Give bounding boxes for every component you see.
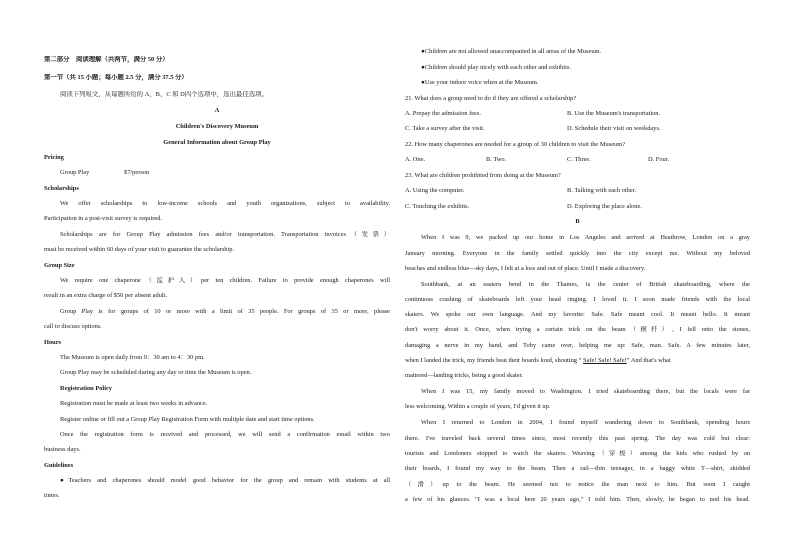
paragraph-line: mattered—landing tricks, being a good skater. bbox=[405, 372, 524, 379]
paragraph-line: Scholarships are for Group Play admission fees and/or transportation. Transportation invoices（发票） bbox=[60, 231, 390, 238]
option-a[interactable]: A. One. bbox=[405, 156, 426, 163]
paragraph-line: January morning. Everyone in the family settled quickly into the city except me. Without my beloved bbox=[405, 250, 750, 257]
paragraph-line: Group Play may be scheduled during any day or time the Museum is open. bbox=[60, 369, 252, 376]
paragraph-line: call to discuss options. bbox=[44, 323, 102, 330]
paragraph-line: We require one chaperone（监护人）per ten children. Failure to provide enough chaperones will bbox=[60, 277, 390, 284]
paragraph-line: damaging a nerve in my hand, and Toby came over, helping me up: Safe, man. Safe. A few minutes later, bbox=[405, 342, 750, 349]
guideline-bullet: ●Teachers and chaperones should model good behavior for the group and remain with students at all bbox=[60, 477, 390, 484]
paragraph-line: When I was 15, my family moved to Washington. I tried skateboarding there, but the locals were far bbox=[421, 388, 750, 395]
option-d[interactable]: D. Schedule their visit on weekdays. bbox=[567, 125, 661, 132]
paragraph-line: The Museum is open daily from 9：30 am to 4：30 pm. bbox=[60, 354, 205, 361]
paragraph-line: skaters. We spoke our own language. And my favorite: Safe. Safe meant cool. It meant hello. It meant bbox=[405, 311, 750, 318]
question-22-stem: 22. How many chaperones are needed for a group of 30 children to visit the Museum? bbox=[405, 141, 626, 148]
paragraph-line: When I was 9, we packed up our home in Los Angeles and arrived at Heathrow, London on a gray bbox=[421, 234, 750, 241]
guideline-bullet: ●Children should play nicely with each other and exhibits. bbox=[421, 64, 571, 71]
paragraph-line: a few of his glances. "I was a local here 20 years ago," I told him. Then, slowly, he began to nod his head. bbox=[405, 496, 750, 503]
pricing-value: $7/person bbox=[124, 169, 150, 176]
text-segment: when I landed the trick, my friends beat their boards loud, shouting “ bbox=[405, 357, 584, 364]
passage-letter-a: A bbox=[214, 107, 220, 114]
question-21-options-row1 bbox=[405, 110, 750, 118]
paragraph-line: must be received within 60 days of your visit to guarantee the scholarship. bbox=[44, 246, 235, 253]
paragraph-line: their boards, I found my way to the beam. Then a rail—thin teenager, in a baggy white T—shirt, skidded bbox=[405, 465, 750, 472]
option-c[interactable]: C. Take a survey after the visit. bbox=[405, 125, 485, 132]
scholarships-heading: Scholarships bbox=[44, 185, 79, 192]
option-d[interactable]: D. Four. bbox=[648, 156, 670, 163]
question-23-options-row1 bbox=[405, 187, 750, 195]
pricing-item: Group Play bbox=[60, 169, 90, 176]
paragraph-line: times. bbox=[44, 492, 60, 499]
paragraph-line: Registration must be made at least two weeks in advance. bbox=[60, 400, 208, 407]
museum-name: Children's Discovery Museum bbox=[175, 123, 259, 130]
registration-heading: Registration Policy bbox=[60, 385, 113, 392]
option-a[interactable]: A. Prepay the admission fees. bbox=[405, 110, 481, 117]
museum-subtitle: General Information about Group Play bbox=[163, 139, 271, 146]
paragraph-line: there. I've traveled back several times since, most recently this past spring. The day was cold but clear: bbox=[405, 435, 750, 442]
option-d[interactable]: D. Exploring the place alone. bbox=[567, 203, 642, 210]
paragraph-line: Register online or fill out a Group Play Registration Form with multiple date and start time options. bbox=[60, 416, 315, 423]
guideline-bullet: ●Use your indoor voice when at the Museum. bbox=[421, 79, 539, 86]
paragraph-line: When I returned to London in 2004, I found myself wandering down to Southbank, spending hours bbox=[421, 419, 750, 426]
paragraph-line: don't worry about it. Once, when trying a certain trick on the beam（横杆）, I fell onto the stones, bbox=[405, 326, 750, 333]
pricing-heading: Pricing bbox=[44, 154, 64, 161]
option-b[interactable]: B. Two. bbox=[486, 156, 507, 163]
option-b[interactable]: B. Talking with each other. bbox=[567, 187, 637, 194]
text-segment: ” And that's what bbox=[626, 357, 671, 364]
instructions: 阅读下列短文，从每题所给的 A、B、C 和 D四个选项中，选出最佳选项。 bbox=[60, 91, 268, 98]
guidelines-heading: Guidelines bbox=[44, 462, 74, 469]
group-size-heading: Group Size bbox=[44, 262, 75, 269]
paragraph-line: business days. bbox=[44, 446, 81, 453]
paragraph-line: Once the registration form is received and processed, we will send a confirmation email within two bbox=[60, 431, 390, 438]
paragraph-line bbox=[405, 357, 750, 365]
paragraph-line: beaches and endless blue—sky days, I felt at a loss and out of place. Until I made a discovery. bbox=[405, 265, 646, 272]
hours-heading: Hours bbox=[44, 339, 62, 346]
passage-letter-b: B bbox=[575, 218, 580, 225]
section-title: 第二部分 阅读理解（共两节，满分 50 分） bbox=[44, 56, 169, 63]
option-c[interactable]: C. Three. bbox=[567, 156, 591, 163]
paragraph-line: Group Play is for groups of 10 or more with a limit of 35 people. For groups of 35 or more, please bbox=[60, 308, 390, 315]
paragraph-line: tourists and Londoners stopped to watch the skaters. Weaving（穿梭）among the kids who rushed by on bbox=[405, 450, 750, 457]
paragraph-line: Participation in a post-visit survey is required. bbox=[44, 215, 163, 222]
question-21-options-row2 bbox=[405, 125, 750, 133]
underlined-phrase: Safe! Safe! Safe! bbox=[583, 357, 627, 364]
paragraph-line: We offer scholarships to low-income schools and youth organizations, subject to availability. bbox=[60, 200, 390, 207]
option-a[interactable]: A. Using the computer. bbox=[405, 187, 465, 194]
subsection-title: 第一节（共 15 小题；每小题 2.5 分，满分 37.5 分） bbox=[44, 74, 188, 81]
paragraph-line: （滑）up to the beam. He seemed not to notice the man next to him. But soon I caught bbox=[405, 481, 750, 488]
paragraph-line: continuous crashing of skateboards left your head ringing. I loved it. I soon made friends with the local bbox=[405, 296, 750, 303]
question-22-options-row bbox=[405, 156, 750, 164]
option-c[interactable]: C. Touching the exhibits. bbox=[405, 203, 470, 210]
paragraph-line: less welcoming. Within a couple of years, I'd given it up. bbox=[405, 403, 551, 410]
guideline-bullet: ●Children are not allowed unaccompanied in all areas of the Museum. bbox=[421, 48, 602, 55]
paragraph-line: Southbank, at an eastern bend in the Thames, is the center of British skateboarding, where the bbox=[421, 281, 750, 288]
question-23-stem: 23. What are children prohibited from doing at the Museum? bbox=[405, 172, 561, 179]
question-21-stem: 21. What does a group need to do if they are offered a scholarship? bbox=[405, 95, 577, 102]
paragraph-line: result in an extra charge of $50 per absent adult. bbox=[44, 292, 168, 299]
option-b[interactable]: B. Use the Museum's transportation. bbox=[567, 110, 661, 117]
question-23-options-row2 bbox=[405, 203, 750, 211]
